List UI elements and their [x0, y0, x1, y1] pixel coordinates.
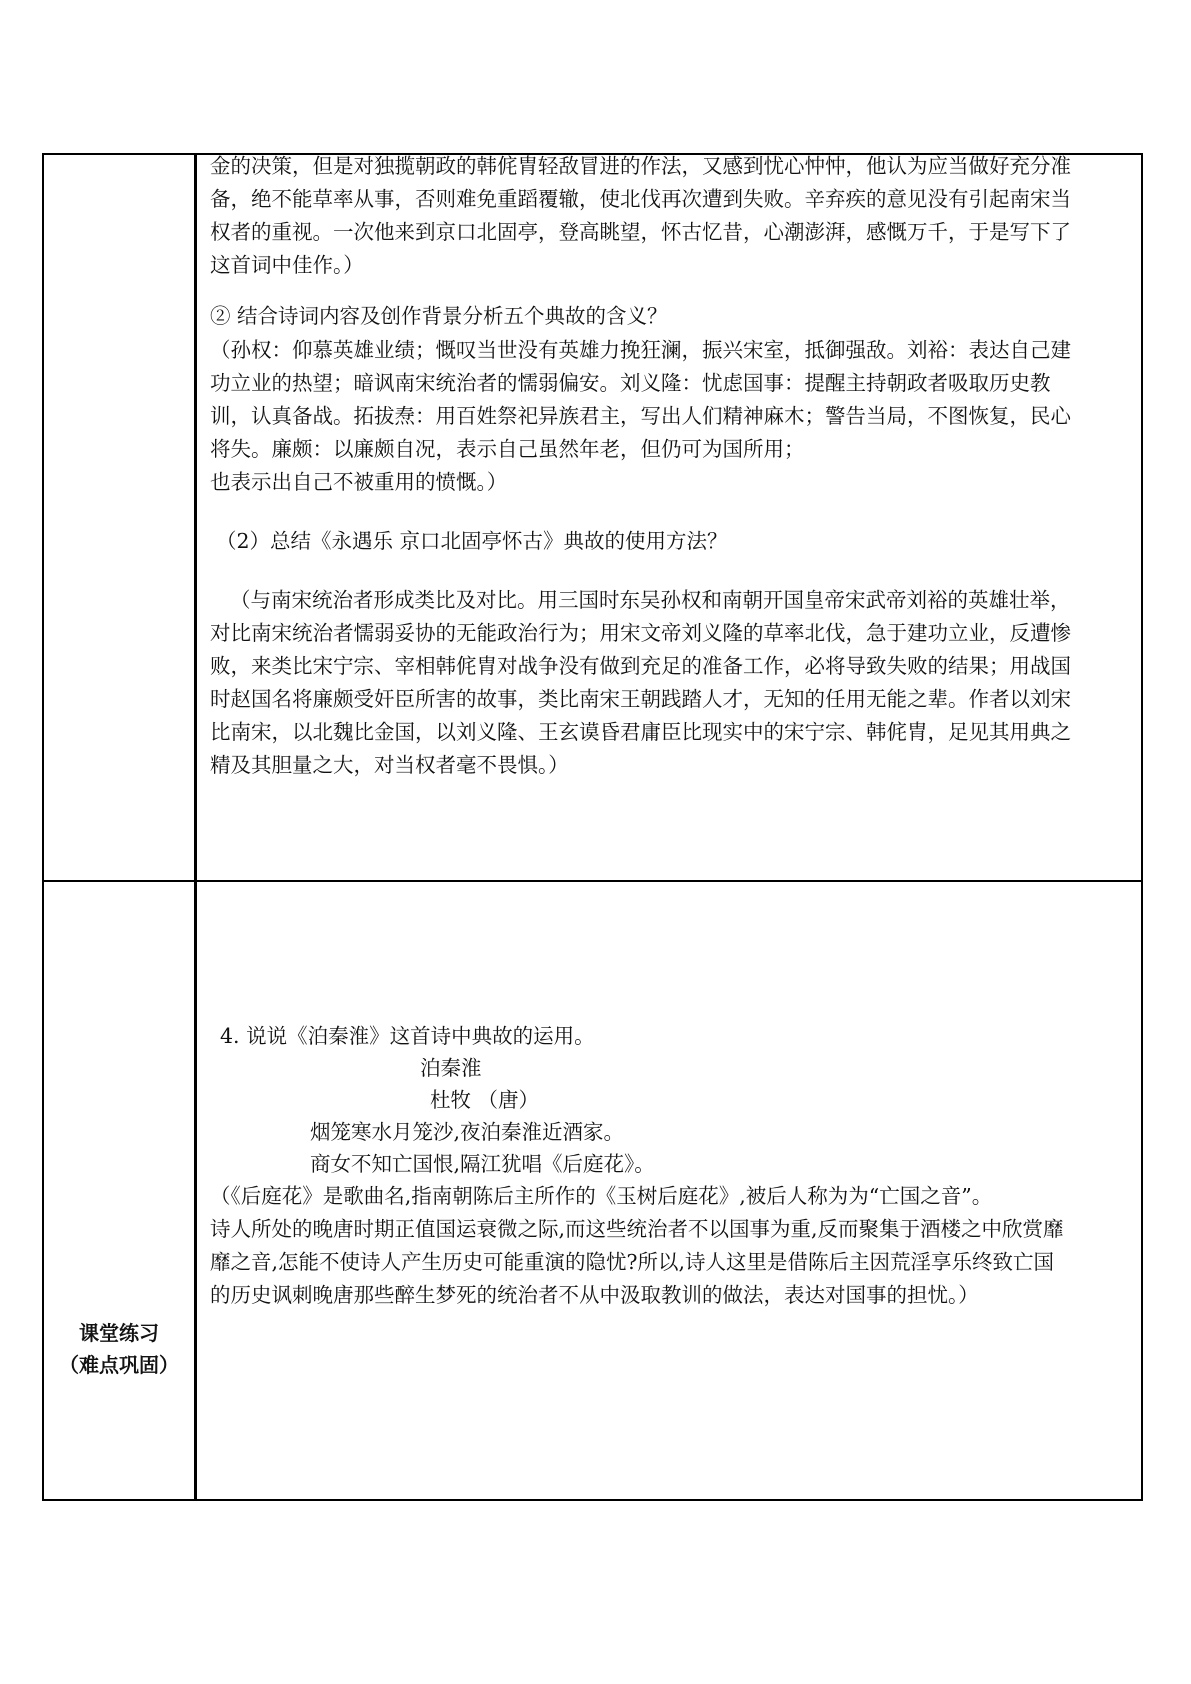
section-label-subtitle: （难点巩固）: [59, 1353, 179, 1377]
text-line: 权者的重视。一次他来到京口北固亭，登高眺望，怀古忆昔，心潮澎湃，感慨万千，于是写下了: [210, 220, 1071, 244]
text-line: 诗人所处的晚唐时期正值国运衰微之际,而这些统治者不以国事为重,反而聚集于酒楼之中欣赏靡: [210, 1217, 1064, 1241]
poem-line: 烟笼寒水月笼沙,夜泊秦淮近酒家。: [310, 1120, 625, 1144]
table-row: [44, 155, 1141, 882]
text-line: 功立业的热望；暗讽南宋统治者的懦弱偏安。刘义隆：忧虑国事：提醒主持朝政者吸取历史教: [210, 371, 1051, 395]
row-label-cell: [44, 882, 197, 1499]
section-label-title: 课堂练习: [79, 1321, 159, 1345]
answer-allusion-method: [210, 584, 1071, 782]
poem-line: 商女不知亡国恨,隔江犹唱《后庭花》。: [310, 1152, 655, 1176]
row-content-cell: [200, 155, 1141, 880]
exercise-answer: [210, 1180, 1064, 1312]
table-row: [44, 882, 1141, 1499]
exercise-question: 4. 说说《泊秦淮》这首诗中典故的运用。: [220, 1024, 595, 1048]
poem-author: 杜牧 （唐）: [430, 1088, 540, 1112]
text-line: 精及其胆量之大，对当权者毫不畏惧。）: [210, 753, 569, 777]
text-line: 时赵国名将廉颇受奸臣所害的故事，类比南宋王朝践踏人才，无知的任用无能之辈。作者以刘宋: [210, 687, 1071, 711]
text-line: 将失。廉颇：以廉颇自况，表示自己虽然年老，但仍可为国所用；: [210, 437, 805, 461]
row-label-cell: [44, 155, 197, 880]
text-line: 金的决策，但是对独揽朝政的韩侂胄轻敌冒进的作法，又感到忧心忡忡，他认为应当做好充分准: [210, 154, 1071, 178]
section-label: [44, 1317, 194, 1381]
text-line: 比南宋，以北魏比金国，以刘义隆、王玄谟昏君庸臣比现实中的宋宁宗、韩侂胄，足见其用典之: [210, 720, 1071, 744]
text-line: （孙权：仰慕英雄业绩；慨叹当世没有英雄力挽狂澜，振兴宋室，抵御强敌。刘裕：表达自己建: [210, 338, 1071, 362]
lesson-table: [42, 153, 1143, 1501]
answer-allusion-meaning: [210, 334, 1071, 499]
background-paragraph: [210, 150, 1071, 282]
text-line: 败，来类比宋宁宗、宰相韩侂胄对战争没有做到充足的准备工作，必将导致失败的结果；用战国: [210, 654, 1071, 678]
text-line: 靡之音,怎能不使诗人产生历史可能重演的隐忧?所以,诗人这里是借陈后主因荒淫享乐终致亡国: [210, 1250, 1055, 1274]
row-content-cell: [200, 882, 1141, 1499]
question-allusion-meaning: ② 结合诗词内容及创作背景分析五个典故的含义？: [210, 304, 668, 328]
text-line: 训，认真备战。拓拔焘：用百姓祭祀异族君主，写出人们精神麻木；警告当局，不图恢复，民心: [210, 404, 1071, 428]
text-line: 这首词中佳作。）: [210, 253, 364, 277]
text-line: 对比南宋统治者懦弱妥协的无能政治行为；用宋文帝刘义隆的草率北伐，急于建功立业，反遭惨: [210, 621, 1071, 645]
poem-title: 泊秦淮: [420, 1056, 482, 1080]
text-line: （《后庭花》是歌曲名,指南朝陈后主所作的《玉树后庭花》,被后人称为为“亡国之音”。: [210, 1184, 993, 1208]
question-allusion-method: （2）总结《永遇乐 京口北固亭怀古》典故的使用方法？: [216, 529, 728, 553]
text-line: 也表示出自己不被重用的愤慨。）: [210, 470, 508, 494]
text-line: 的历史讽刺晚唐那些醉生梦死的统治者不从中汲取教训的做法，表达对国事的担忧。）: [210, 1283, 979, 1307]
text-line: 备，绝不能草率从事，否则难免重蹈覆辙，使北伐再次遭到失败。辛弃疾的意见没有引起南宋当: [210, 187, 1071, 211]
text-line: （与南宋统治者形成类比及对比。用三国时东吴孙权和南朝开国皇帝宋武帝刘裕的英雄壮举，: [230, 588, 1071, 612]
